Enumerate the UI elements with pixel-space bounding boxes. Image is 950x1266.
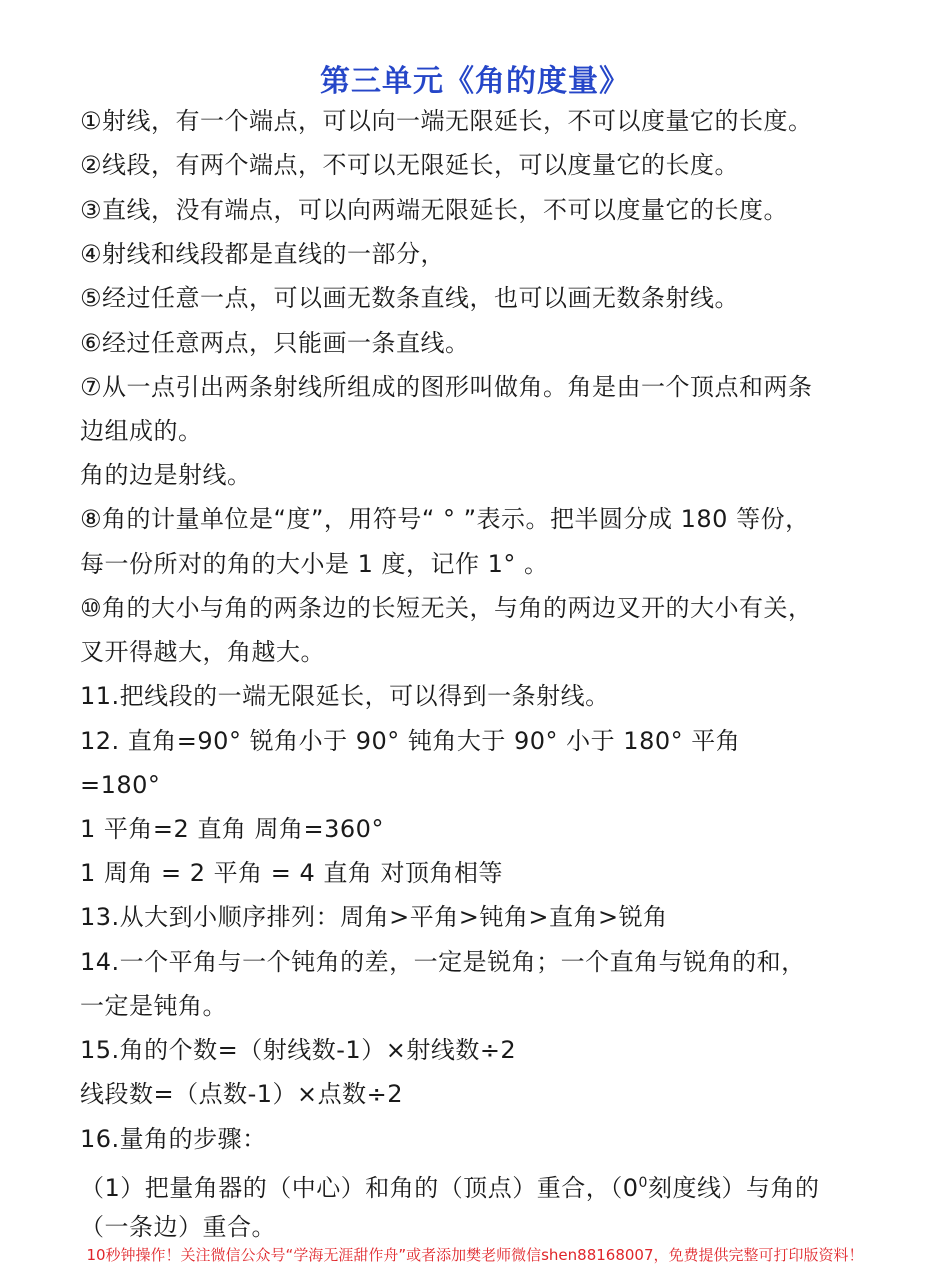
- text-line: =180°: [80, 771, 161, 799]
- text-line: 边组成的。: [80, 417, 203, 445]
- text-line: 16.量角的步骤：: [80, 1125, 267, 1153]
- text-line: 11.把线段的一端无限延长，可以得到一条射线。: [80, 682, 610, 710]
- step-1-tail: 刻度线）与角的: [647, 1174, 820, 1202]
- text-line: 一定是钝角。: [80, 992, 227, 1020]
- text-line: 1 周角 = 2 平角 = 4 直角 对顶角相等: [80, 859, 504, 887]
- text-line: 每一份所对的角的大小是 1 度，记作 1° 。: [80, 550, 549, 578]
- text-line: 13.从大到小顺序排列：周角>平角>钝角>直角>锐角: [80, 903, 668, 931]
- step-1-superscript: 0: [638, 1175, 648, 1191]
- text-line: 15.角的个数=（射线数-1）×射线数÷2: [80, 1036, 517, 1064]
- text-line: 1 平角=2 直角 周角=360°: [80, 815, 384, 843]
- text-line: 线段数=（点数-1）×点数÷2: [80, 1080, 404, 1108]
- page-title: 第三单元《角的度量》: [320, 64, 630, 99]
- text-line: ④射线和线段都是直线的一部分，: [80, 240, 446, 268]
- footer-notice: 10秒钟操作！关注微信公众号“学海无涯甜作舟”或者添加樊老师微信shen88168007，免费提供完整可打印版资料！: [86, 1246, 864, 1264]
- text-line: ⑧角的计量单位是“度”，用符号“ ° ”表示。把半圆分成 180 等份，: [80, 505, 810, 533]
- text-line: （一条边）重合。: [80, 1213, 276, 1241]
- text-line: 12. 直角=90° 锐角小于 90° 钝角大于 90° 小于 180° 平角: [80, 727, 741, 755]
- text-line: ⑥经过任意两点，只能画一条直线。: [80, 329, 470, 357]
- text-line: 角的边是射线。: [80, 461, 252, 489]
- text-line: ⑩角的大小与角的两条边的长短无关，与角的两边叉开的大小有关，: [80, 594, 813, 622]
- text-line: 叉开得越大，角越大。: [80, 638, 325, 666]
- text-line: ②线段，有两个端点，不可以无限延长，可以度量它的长度。: [80, 151, 740, 179]
- text-line: ⑦从一点引出两条射线所组成的图形叫做角。角是由一个顶点和两条: [80, 373, 813, 401]
- text-line-16-step-1: [80, 1168, 819, 1203]
- step-1-text: （1）把量角器的（中心）和角的（顶点）重合，（0: [80, 1174, 639, 1202]
- text-line: 14.一个平角与一个钝角的差，一定是锐角；一个直角与锐角的和，: [80, 948, 806, 976]
- text-line: ⑤经过任意一点，可以画无数条直线，也可以画无数条射线。: [80, 284, 740, 312]
- text-line: ①射线，有一个端点，可以向一端无限延长，不可以度量它的长度。: [80, 107, 813, 135]
- text-line: ③直线，没有端点，可以向两端无限延长，不可以度量它的长度。: [80, 196, 789, 224]
